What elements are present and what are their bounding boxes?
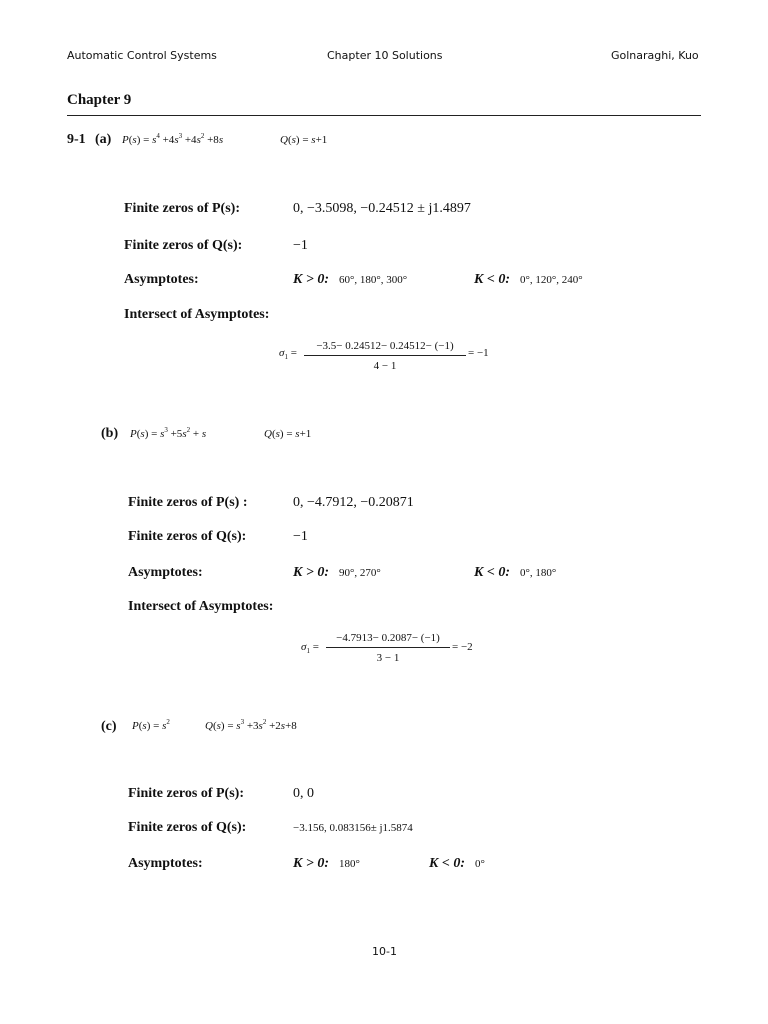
part-c-k-neg-label: K < 0:: [429, 856, 465, 871]
part-c-k-neg-angles: 0°: [475, 858, 485, 870]
part-c-p-equation: $P(s) = s^2$: [132, 718, 170, 732]
part-a-sigma-symbol: $\sigma_1$ =: [279, 347, 297, 361]
part-a-k-neg-label: K < 0:: [474, 272, 510, 287]
part-a-zeros-p-label: Finite zeros of P(s):: [124, 201, 240, 216]
heading-rule: [67, 115, 701, 116]
part-a-tag: (a): [95, 132, 112, 147]
part-b-zeros-q-label: Finite zeros of Q(s):: [128, 529, 247, 544]
part-a-sigma-numerator: −3.5− 0.24512− 0.24512− (−1): [316, 340, 454, 352]
problem-number: 9-1: [67, 132, 86, 147]
part-a-sigma-result: = −1: [468, 347, 489, 359]
part-a-q-equation: Q(s) = s+1: [280, 134, 328, 146]
header-left: Automatic Control Systems: [67, 49, 217, 62]
page-number: 10-1: [372, 945, 397, 958]
part-a-k-pos-angles: 60°, 180°, 300°: [339, 274, 408, 286]
chapter-heading: Chapter 9: [67, 92, 132, 108]
part-a-sigma-fraction: [304, 340, 466, 372]
part-c-zeros-p-value: 0, 0: [293, 786, 314, 801]
header-right: Golnaraghi, Kuo: [611, 49, 699, 62]
part-b-zeros-p-value: 0, −4.7912, −0.20871: [293, 495, 414, 510]
part-a-k-neg-angles: 0°, 120°, 240°: [520, 274, 583, 286]
part-b-sigma-symbol: $\sigma_1$ =: [301, 641, 319, 655]
part-b-k-neg-angles: 0°, 180°: [520, 567, 557, 579]
part-c-zeros-q-value: −3.156, 0.083156± j1.5874: [293, 822, 413, 834]
part-b-p-equation: $P(s) = s^3 +5s^2 + s$: [130, 426, 207, 440]
part-b-sigma-fraction: [326, 632, 450, 664]
part-b-zeros-p-label: Finite zeros of P(s) :: [128, 495, 248, 510]
part-a-k-pos-label: K > 0:: [293, 272, 329, 287]
part-a-asymptotes-label: Asymptotes:: [124, 272, 199, 287]
part-b-sigma-denominator: 3 − 1: [376, 652, 400, 664]
part-b-sigma-result: = −2: [452, 641, 473, 653]
part-a-zeros-q-value: −1: [293, 238, 308, 253]
part-c-k-pos-angles: 180°: [339, 858, 360, 870]
part-a-zeros-p-value: 0, −3.5098, −0.24512 ± j1.4897: [293, 201, 471, 216]
part-c-zeros-q-label: Finite zeros of Q(s):: [128, 820, 247, 835]
header-center: Chapter 10 Solutions: [327, 49, 443, 62]
part-b-intersect-label: Intersect of Asymptotes:: [128, 599, 274, 614]
part-c-q-equation: $Q(s) = s^3 +3s^2 +2s+8$: [205, 718, 297, 732]
part-b-k-pos-label: K > 0:: [293, 565, 329, 580]
part-c-k-pos-label: K > 0:: [293, 856, 329, 871]
part-b-k-pos-angles: 90°, 270°: [339, 567, 381, 579]
part-b-k-neg-label: K < 0:: [474, 565, 510, 580]
part-c-tag: (c): [101, 719, 117, 734]
part-b-zeros-q-value: −1: [293, 529, 308, 544]
part-a-zeros-q-label: Finite zeros of Q(s):: [124, 238, 243, 253]
part-b-q-equation: Q(s) = s+1: [264, 428, 312, 440]
part-b-sigma-numerator: −4.7913− 0.2087− (−1): [336, 632, 440, 644]
part-c-zeros-p-label: Finite zeros of P(s):: [128, 786, 244, 801]
part-a-intersect-label: Intersect of Asymptotes:: [124, 307, 270, 322]
part-c-asymptotes-label: Asymptotes:: [128, 856, 203, 871]
part-b-asymptotes-label: Asymptotes:: [128, 565, 203, 580]
part-a-p-equation: $P(s) = s^4 +4s^3 +4s^2 +8s$: [122, 132, 224, 146]
part-a-sigma-denominator: 4 − 1: [373, 360, 397, 372]
part-b-tag: (b): [101, 426, 119, 441]
